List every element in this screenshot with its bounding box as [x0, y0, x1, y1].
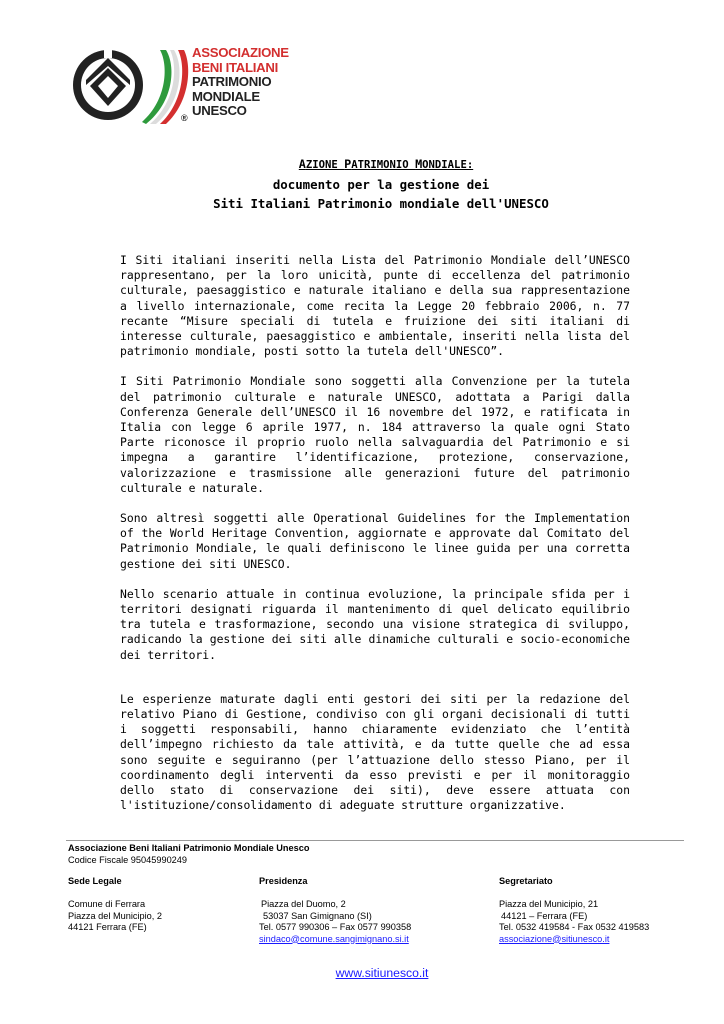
- sede-legale-line: Piazza del Municipio, 2: [68, 910, 162, 921]
- footer-presidenza: [259, 876, 411, 945]
- paragraph: I Siti italiani inseriti nella Lista del Patrimonio Mondiale dell’UNESCO rappresentano, per la loro unicità, punte di eccellenza del patrimonio culturale, paesaggistico e naturale italiano e della sua rappresentazione a livello internazionale, come recita la Legge 20 febbraio 2006, n. 77 recante “Misure speciali di tutela e fruizione dei siti italiani di interesse culturale, paesaggistico e ambientale, inseriti nella lista del patrimonio mondiale, posti sotto la tutela dell'UNESCO”.: [120, 253, 630, 359]
- document-title: [0, 157, 724, 213]
- title-line-1: AZIONE PATRIMONIO MONDIALE:: [298, 157, 474, 171]
- presidenza-email-link[interactable]: sindaco@comune.sangimignano.si.it: [259, 933, 409, 944]
- paragraph: Le esperienze maturate dagli enti gestori dei siti per la redazione del relativo Piano di Gestione, condiviso con gli organi decisionali di tutti i soggetti responsabili, hanno chiaramente evidenziato che l’entità dell’impegno richiesto da tale attività, e da tutte quelle che ad essa sono seguite e seguiranno (per l’attuazione dello stesso Piano, per il coordinamento degli interventi da esso previsti e per il monitoraggio dello stato di conservazione dei siti), deve essere attuata con l'istituzione/consolidamento di adeguate strutture organizzative.: [120, 691, 630, 813]
- logo-line-1: ASSOCIAZIONE: [192, 45, 289, 60]
- title-line-2: documento per la gestione dei: [272, 177, 490, 192]
- website-link[interactable]: www.sitiunesco.it: [335, 966, 429, 980]
- presidenza-heading: Presidenza: [259, 876, 308, 886]
- footer-organization: [68, 843, 309, 866]
- presidenza-line: Tel. 0577 990306 – Fax 0577 990358: [259, 922, 412, 932]
- logo-line-4: MONDIALE: [192, 88, 260, 104]
- presidenza-line: 53037 San Gimignano (SI): [263, 910, 372, 921]
- footer-divider: [66, 840, 684, 841]
- footer-sede-legale: [68, 876, 162, 934]
- paragraph: I Siti Patrimonio Mondiale sono soggetti alla Convenzione per la tutela del patrimonio culturale e naturale UNESCO, adottata a Parigi dalla Conferenza Generale dell’UNESCO il 16 novembre del 1972, e ratificata in Italia con legge 6 aprile 1977, n. 184 attraverso la quale ogni Stato Parte riconosce il proprio ruolo nella salvaguardia del Patrimonio e si impegna a garantire l’identificazione, protezione, conservazione, valorizzazione e trasmissione alle generazioni future del patrimonio culturale e naturale.: [120, 374, 630, 495]
- paragraph: Sono altresì soggetti alle Operational Guidelines for the Implementation of the World Heritage Convention, aggiornate e approvate dal Comitato del Patrimonio Mondiale, le quali definiscono le linee guida per una corretta gestione dei siti UNESCO.: [120, 511, 630, 571]
- logo-wordmark: [181, 45, 302, 123]
- paragraph: Nello scenario attuale in continua evoluzione, la principale sfida per i territori designati riguarda il mantenimento di quel delicato equilibrio tra tutela e trasformazione, secondo una visione strategica di sviluppo, radicando la gestione dei siti alle dinamiche culturali e socio-economiche dei territori.: [120, 586, 630, 662]
- sede-legale-line: 44121 Ferrara (FE): [68, 922, 147, 932]
- logo-line-2: BENI ITALIANI: [192, 59, 278, 75]
- segretariato-line: 44121 – Ferrara (FE): [501, 910, 588, 921]
- footer-org-name: Associazione Beni Italiani Patrimonio Mondiale Unesco: [68, 843, 310, 853]
- logo-line-5: UNESCO: [192, 103, 247, 119]
- segretariato-email-link[interactable]: associazione@sitiunesco.it: [499, 933, 610, 944]
- presidenza-line: Piazza del Duomo, 2: [261, 899, 346, 909]
- sede-legale-heading: Sede Legale: [68, 876, 122, 886]
- segretariato-line: Tel. 0532 419584 - Fax 0532 419583: [499, 922, 650, 932]
- document-body: [120, 253, 630, 829]
- footer-fiscal-code: Codice Fiscale 95045990249: [68, 854, 188, 865]
- sede-legale-line: Comune di Ferrara: [68, 899, 146, 909]
- segretariato-heading: Segretariato: [499, 876, 553, 886]
- logo-line-3: PATRIMONIO: [192, 74, 272, 90]
- registered-mark: ®: [181, 113, 188, 123]
- segretariato-line: Piazza del Municipio, 21: [499, 899, 599, 909]
- title-line-3: Siti Italiani Patrimonio mondiale dell'UNESCO: [213, 196, 549, 211]
- footer-segretariato: [499, 876, 649, 945]
